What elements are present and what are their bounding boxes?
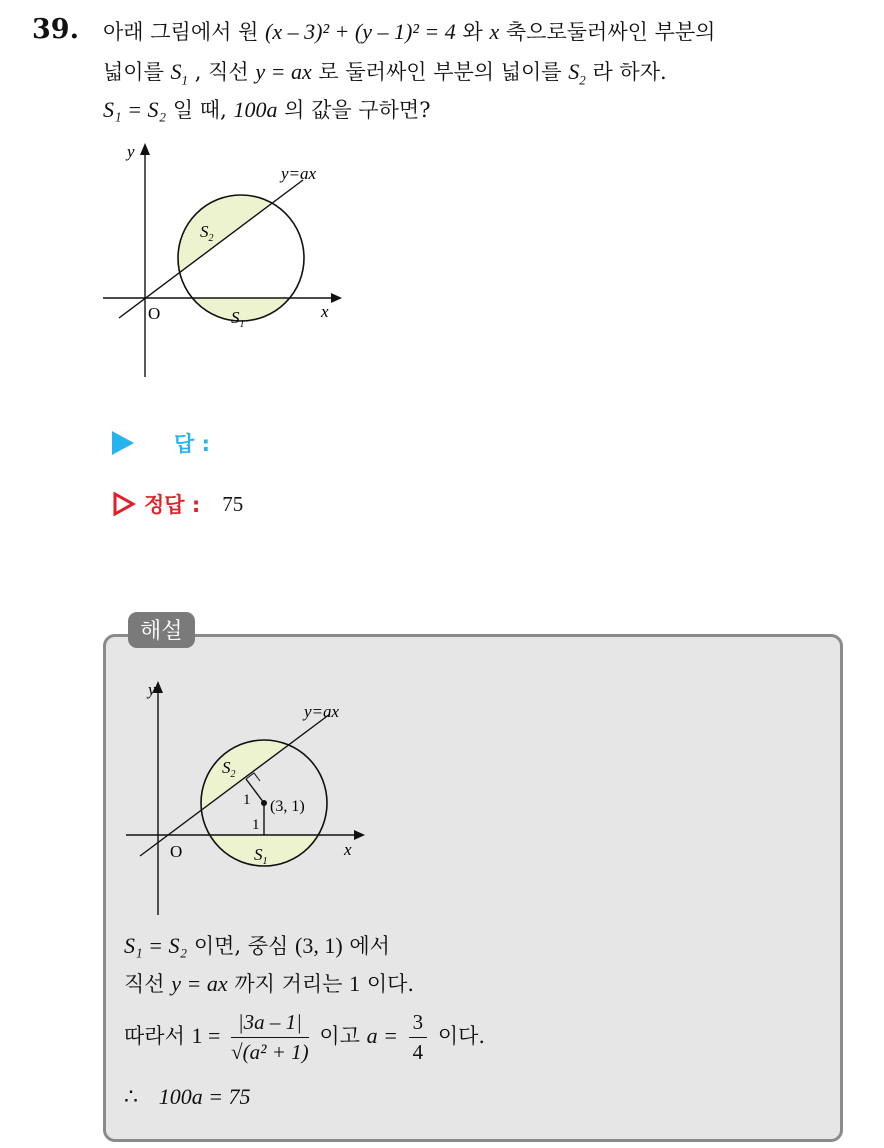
s2-region bbox=[115, 135, 310, 321]
origin-label: O bbox=[148, 304, 161, 323]
line-label: y=ax bbox=[304, 702, 340, 721]
s1-symbol: $S_1$ bbox=[170, 59, 189, 88]
correct-answer-row bbox=[112, 489, 243, 519]
solution-line-2: 직선 y = ax 까지 거리는 1 이다. bbox=[124, 971, 415, 996]
a-value-fraction: $\frac{3}{4}$ bbox=[409, 1010, 428, 1065]
answer-row bbox=[112, 428, 210, 458]
line-label: y=ax bbox=[281, 164, 317, 183]
s1-region bbox=[178, 835, 358, 915]
y-axis-arrow-icon bbox=[140, 143, 150, 155]
solution-line-3: 따라서 1 = $\frac{|3a - 1|}{\text{√(a² + 1)}}$ 이고 a = $\frac{3}{4}$ 이다. bbox=[124, 1010, 486, 1064]
y-label: y bbox=[148, 680, 156, 699]
solution-figure bbox=[118, 675, 378, 920]
question-line-1: 아래 그림에서 원 (x – 3)² + (y – 1)² = 4 와 x 축으로둘러싸인 부분의 bbox=[103, 19, 716, 44]
line-y-ax bbox=[119, 180, 303, 318]
s2-label: $S_2$ bbox=[200, 222, 214, 244]
s1-label: $S_1$ bbox=[254, 845, 268, 867]
distance-label-1: 1 bbox=[243, 792, 251, 808]
x-label: x bbox=[344, 840, 352, 859]
question-figure bbox=[95, 135, 355, 385]
solution-tag: 해설 bbox=[128, 612, 195, 648]
question-number: 39. bbox=[32, 14, 79, 45]
s2-symbol: $S_2$ bbox=[568, 59, 586, 88]
question-line-2: 넓이를 $S_1$ , 직선 y = ax 로 둘러싸인 부분의 넓이를 $S_2$ 라 하자. bbox=[103, 59, 667, 88]
s1-label: $S_1$ bbox=[231, 308, 245, 330]
line-equation: y = ax bbox=[255, 59, 312, 84]
s1-region bbox=[155, 298, 335, 378]
center-point bbox=[261, 800, 267, 806]
center-label: (3, 1) bbox=[270, 798, 305, 815]
outline-triangle-icon bbox=[112, 491, 136, 517]
distance-label-2: 1 bbox=[252, 817, 260, 833]
solution-line-1: S₁ = S₂ 이면, 중심 (3, 1) 에서 bbox=[124, 933, 390, 958]
x-axis-arrow-icon bbox=[331, 293, 342, 303]
solution-conclusion: ∴ 100a = 75 bbox=[124, 1084, 251, 1109]
question-line-3: S₁ = S₂ 일 때, 100a 의 값을 구하면? bbox=[103, 97, 431, 122]
correct-answer-label: 정답 : bbox=[144, 493, 201, 517]
y-label: y bbox=[127, 142, 135, 161]
s2-label: $S_2$ bbox=[222, 758, 236, 780]
x-axis-arrow-icon bbox=[354, 830, 365, 840]
distance-fraction: $\frac{|3a - 1|}{\text{√(a² + 1)}}$ bbox=[231, 1010, 309, 1064]
circle-equation: (x – 3)² + (y – 1)² = 4 bbox=[265, 19, 456, 44]
answer-label: 답 : bbox=[174, 432, 210, 456]
x-label: x bbox=[321, 302, 329, 321]
correct-answer-value: 75 bbox=[222, 491, 244, 516]
origin-label: O bbox=[170, 842, 183, 861]
filled-triangle-icon bbox=[112, 431, 134, 455]
